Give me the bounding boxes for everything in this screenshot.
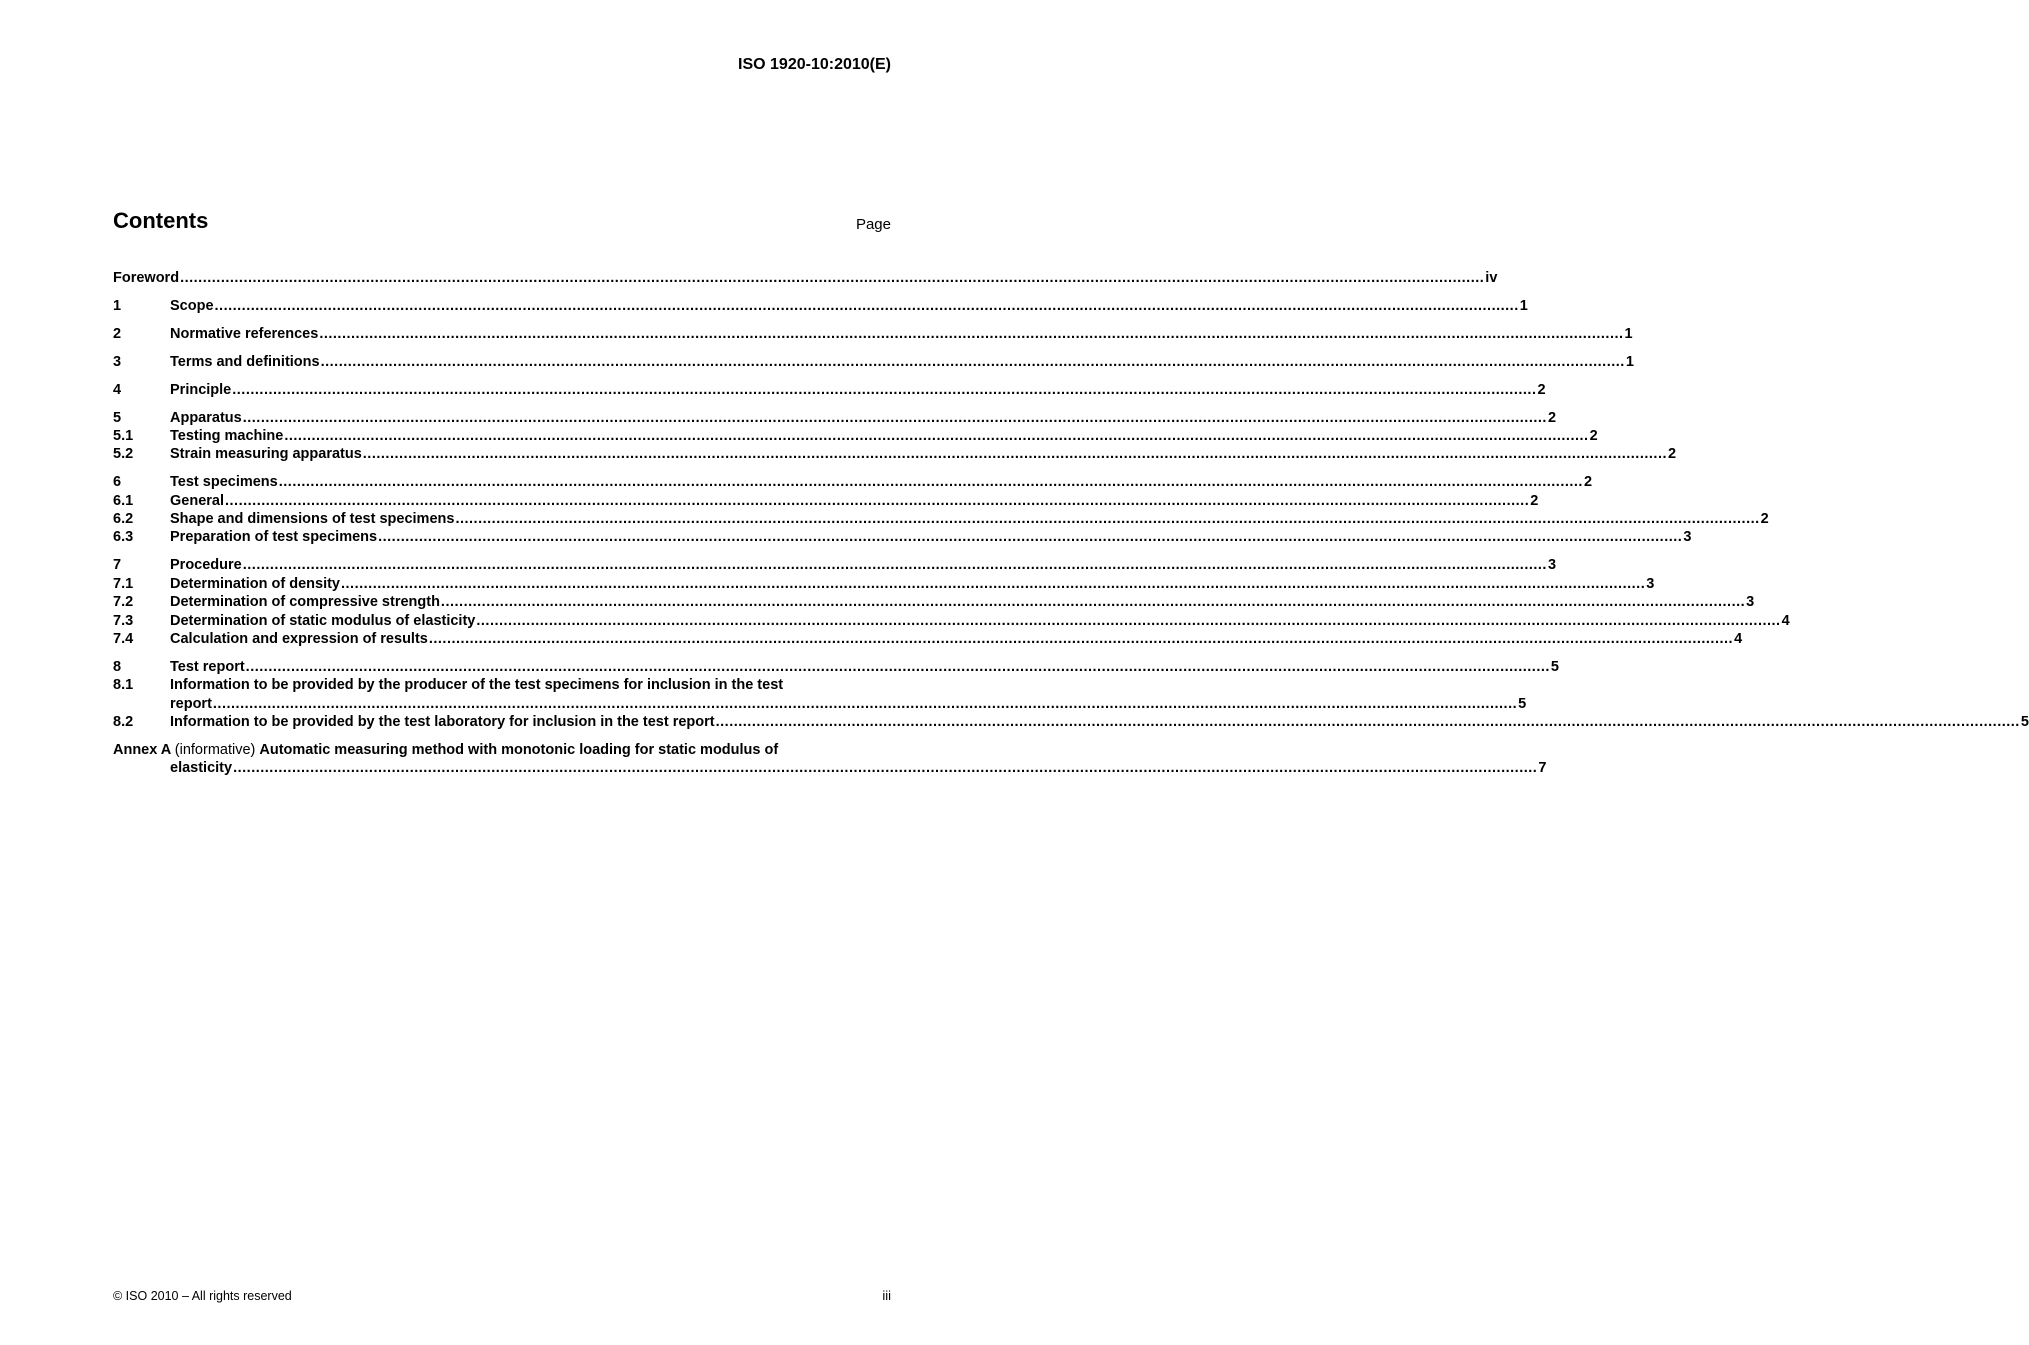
toc-entry-2[interactable] (113, 325, 1633, 343)
dot-leader (341, 575, 1645, 593)
toc-entry-title-continued: report (170, 695, 212, 712)
toc-entry-number: 2 (113, 325, 122, 342)
toc-entry-number: 8.2 (113, 714, 134, 731)
annex-label: Annex A (113, 742, 171, 759)
dot-leader (476, 612, 1780, 630)
toc-entry-number: 5.1 (113, 427, 134, 444)
toc-entry-7-2[interactable] (113, 593, 1755, 611)
toc-entry-page: 2 (1760, 511, 1769, 528)
toc-entry-title: Testing machine (170, 427, 284, 444)
toc-entry-title-continued: elasticity (170, 760, 233, 777)
toc-entry-page: 3 (1547, 557, 1557, 574)
annex-type: (informative) (174, 742, 256, 759)
toc-entry-title: Foreword (113, 270, 180, 286)
toc-entry-title: Determination of static modulus of elasticity (170, 612, 476, 629)
toc-entry-number: 6.3 (113, 529, 134, 546)
toc-entry-4[interactable] (113, 381, 1546, 399)
toc-entry-8-2[interactable] (113, 713, 2029, 731)
dot-leader (213, 695, 1517, 713)
toc-entry-page: 2 (1589, 427, 1598, 444)
toc-group-6 (113, 473, 1769, 547)
dot-leader (378, 528, 1682, 546)
toc-entry-page: 4 (1734, 631, 1743, 647)
toc-entry-number: 6.2 (113, 511, 134, 528)
toc-entry-page: 7 (1538, 760, 1547, 777)
toc-entry-7-1[interactable] (113, 575, 1655, 593)
toc-entry-number: 8 (113, 658, 122, 675)
toc-entry-page: 5 (2020, 714, 2029, 731)
toc-entry-title: Scope (170, 297, 214, 314)
toc-entry-title: Determination of compressive strength (170, 594, 440, 611)
toc-group-foreword (113, 269, 1498, 287)
toc-entry-title: Calculation and expression of results (170, 631, 428, 647)
dot-leader (319, 325, 1623, 343)
dot-leader (321, 353, 1625, 371)
toc-entry-3[interactable] (113, 353, 1634, 371)
toc-entry-number: 6.1 (113, 492, 134, 509)
toc-entry-title: Terms and definitions (170, 353, 320, 370)
toc-entry-page: iv (1485, 270, 1498, 286)
toc-entry-page: 2 (1537, 381, 1546, 398)
toc-entry-6-2[interactable] (113, 510, 1769, 528)
toc-entry-7-3[interactable] (113, 612, 1790, 630)
toc-entry-7-4[interactable] (113, 630, 1743, 648)
dot-leader (233, 759, 1537, 777)
dot-leader (215, 297, 1519, 315)
dot-leader (429, 630, 1733, 648)
toc-entry-number: 6 (113, 474, 122, 491)
toc-group-1 (113, 297, 1528, 315)
toc-entry-8[interactable] (113, 658, 1559, 676)
toc-entry-number: 1 (113, 297, 122, 314)
toc-entry-page: 2 (1530, 492, 1539, 509)
toc-entry-number: 3 (113, 353, 122, 370)
toc-entry-page: 1 (1519, 297, 1528, 314)
dot-leader (363, 445, 1667, 463)
toc-entry-5-2[interactable] (113, 445, 1677, 463)
toc-entry-title: Procedure (170, 557, 242, 574)
toc-entry-number: 7.3 (113, 612, 134, 629)
dot-leader (232, 381, 1536, 399)
dot-leader (243, 409, 1547, 427)
toc-entry-page: 3 (1683, 529, 1692, 546)
toc-entry-title: Information to be provided by the producer of the test specimens for inclusion in the test (170, 677, 784, 694)
toc-entry-title: Test report (170, 658, 245, 675)
toc-entry-title: Information to be provided by the test laboratory for inclusion in the test report (170, 714, 715, 731)
toc-entry-8-1[interactable] (113, 676, 1527, 713)
toc-entry-number: 7.1 (113, 575, 134, 592)
toc-entry-5-1[interactable] (113, 427, 1598, 445)
toc-entry-7[interactable] (113, 556, 1557, 574)
toc-entry-page: 2 (1583, 474, 1593, 491)
dot-leader (243, 556, 1547, 574)
toc-entry-page: 5 (1518, 695, 1527, 712)
copyright-notice: © ISO 2010 – All rights reserved (113, 1289, 292, 1303)
page-column-label: Page (855, 216, 891, 233)
toc-group-4 (113, 381, 1546, 399)
toc-entry-page: 4 (1781, 612, 1790, 629)
toc-entry-6-3[interactable] (113, 528, 1692, 546)
toc-group-2 (113, 325, 1633, 343)
dot-leader (455, 510, 1759, 528)
toc-entry-page: 3 (1646, 575, 1655, 592)
dot-leader (225, 492, 1529, 510)
page-number: iii (882, 1288, 891, 1303)
toc-entry-title: Strain measuring apparatus (170, 446, 362, 463)
toc-entry-1[interactable] (113, 297, 1528, 315)
toc-entry-number: 7.2 (113, 594, 134, 611)
toc-entry-number: 4 (113, 381, 122, 398)
toc-group-annex-a (113, 741, 1547, 778)
toc-entry-title: Preparation of test specimens (170, 529, 378, 546)
toc-group-3 (113, 353, 1634, 371)
toc-entry-number: 7 (113, 557, 122, 574)
toc-entry-foreword[interactable] (113, 269, 1498, 287)
toc-entry-number: 7.4 (113, 631, 134, 647)
dot-leader (716, 713, 2020, 731)
toc-entry-page: 5 (1550, 658, 1559, 675)
toc-entry-title: Test specimens (170, 474, 278, 491)
toc-entry-6-1[interactable] (113, 492, 1539, 510)
toc-entry-5[interactable] (113, 409, 1557, 427)
toc-entry-6[interactable] (113, 473, 1593, 491)
toc-entry-title: Automatic measuring method with monotonic loading for static modulus of (259, 742, 779, 759)
toc-entry-page: 1 (1625, 353, 1634, 370)
dot-leader (180, 269, 1484, 287)
toc-entry-page: 3 (1746, 594, 1755, 611)
toc-group-5 (113, 409, 1677, 464)
toc-entry-title: Determination of density (170, 575, 340, 592)
toc-entry-title: Apparatus (170, 409, 242, 426)
toc-entry-title: Normative references (170, 325, 319, 342)
toc-entry-title: Principle (170, 381, 232, 398)
toc-entry-page: 2 (1668, 446, 1677, 463)
toc-entry-annex-a[interactable] (113, 741, 1547, 778)
toc-entry-title: Shape and dimensions of test specimens (170, 511, 455, 528)
toc-entry-number: 5 (113, 409, 122, 426)
toc-entry-number: 5.2 (113, 446, 134, 463)
toc-group-8 (113, 658, 2029, 732)
toc-entry-page: 1 (1624, 325, 1633, 342)
dot-leader (441, 593, 1745, 611)
dot-leader (284, 427, 1588, 445)
table-of-contents (113, 269, 2029, 787)
contents-title: Contents (113, 208, 209, 233)
document-id: ISO 1920-10:2010(E) (738, 56, 891, 73)
toc-entry-page: 2 (1547, 409, 1557, 426)
toc-entry-title: General (170, 492, 224, 509)
toc-group-7 (113, 556, 1790, 648)
toc-entry-number: 8.1 (113, 677, 134, 694)
dot-leader (279, 473, 1583, 491)
dot-leader (246, 658, 1550, 676)
